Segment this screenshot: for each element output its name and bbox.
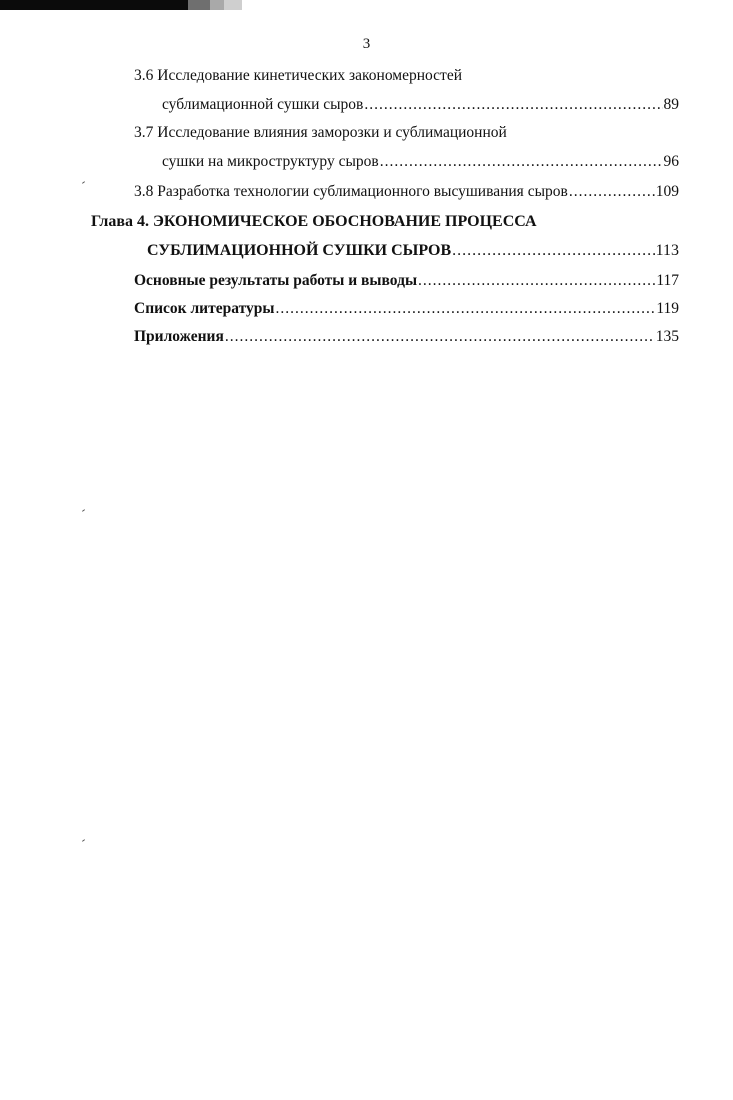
toc-3-8-page: 109 [655, 183, 679, 200]
toc-3-6-title-line2: сублимационной сушки сыров [162, 96, 364, 113]
toc-3-7-title-line1: 3.7 Исследование влияния заморозки и сублимационной [134, 124, 507, 141]
toc-appendices-entry[interactable] [134, 327, 679, 347]
scan-speck [82, 181, 85, 184]
toc-leader-dots [225, 327, 655, 347]
page-number: 3 [362, 36, 371, 52]
toc-chapter-4-entry[interactable] [147, 241, 679, 261]
toc-appendices-title: Приложения [134, 328, 224, 345]
toc-leader-dots [452, 241, 654, 261]
toc-chapter-4-title-line1: Глава 4. ЭКОНОМИЧЕСКОЕ ОБОСНОВАНИЕ ПРОЦЕССА [91, 213, 537, 230]
toc-leader-dots [569, 182, 655, 202]
toc-leader-dots [380, 152, 663, 172]
toc-chapter-4-page: 113 [655, 242, 679, 259]
toc-appendices-page: 135 [655, 328, 679, 345]
toc-results-page: 117 [656, 272, 679, 289]
toc-3-8-entry[interactable] [134, 182, 679, 202]
toc-results-title: Основные результаты работы и выводы [134, 272, 418, 289]
scan-edge-artifact [0, 0, 242, 10]
toc-chapter-4-title-line2: СУБЛИМАЦИОННОЙ СУШКИ СЫРОВ [147, 242, 452, 259]
scan-speck [82, 839, 85, 842]
toc-references-entry[interactable] [134, 299, 679, 319]
toc-references-title: Список литературы [134, 300, 275, 317]
toc-3-6-title-line1: 3.6 Исследование кинетических закономерностей [134, 67, 462, 84]
toc-3-7-title-line2: сушки на микроструктуру сыров [162, 153, 379, 170]
toc-references-page: 119 [656, 300, 679, 317]
toc-leader-dots [364, 95, 662, 115]
toc-3-7-entry[interactable] [162, 152, 679, 172]
toc-results-entry[interactable] [134, 271, 679, 291]
toc-3-6-page: 89 [663, 96, 679, 113]
toc-3-8-title: 3.8 Разработка технологии сублимационного высушивания сыров [134, 183, 568, 200]
scan-speck [82, 509, 85, 512]
toc-3-6-entry[interactable] [162, 95, 679, 115]
toc-leader-dots [275, 299, 655, 319]
toc-3-7-page: 96 [663, 153, 679, 170]
toc-leader-dots [418, 271, 655, 291]
